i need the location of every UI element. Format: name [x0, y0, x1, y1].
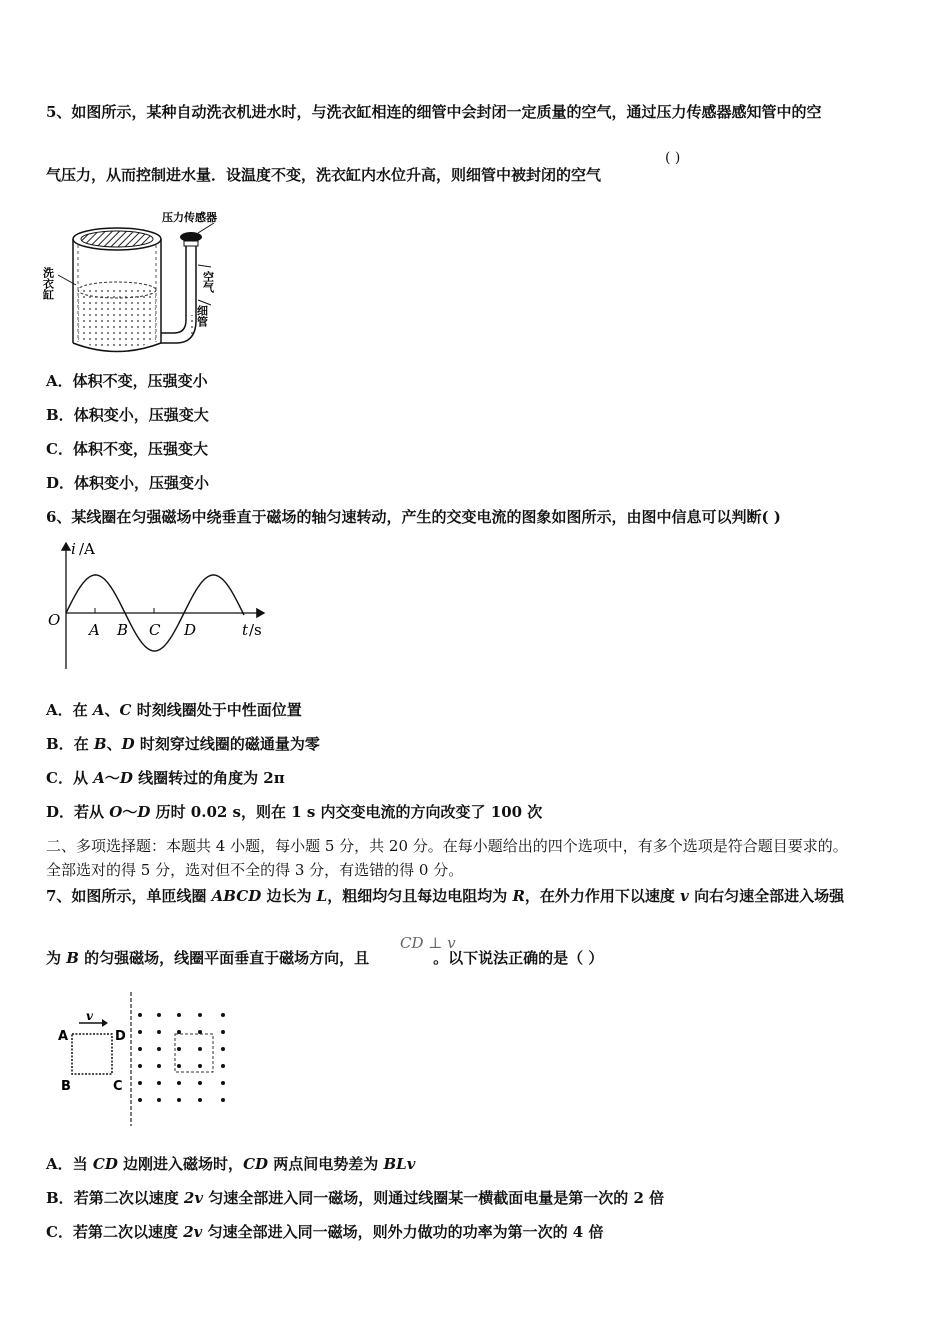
q5-stem-line2: 气压力，从而控制进水量．设温度不变，洗衣缸内水位升高，则细管中被封闭的空气 [46, 166, 602, 184]
y-axis-var: i [71, 540, 76, 558]
var: L [316, 887, 328, 905]
option-letter: D． [46, 474, 75, 492]
var: C [119, 701, 132, 719]
point-c-label: C [149, 621, 161, 639]
option-text: 当 [72, 1155, 93, 1173]
field-dot [138, 1013, 142, 1017]
option-letter: C． [46, 769, 73, 787]
var: D [121, 735, 135, 753]
stem-text: 。以下说法正确的是（ ） [433, 949, 604, 967]
option-letter: A． [46, 1155, 73, 1173]
q5-answer-paren: ( ) [665, 150, 681, 166]
tub-label: 洗衣缸 [41, 267, 55, 300]
field-dot [138, 1030, 142, 1034]
option-text: 体积不变，压强变小 [72, 372, 208, 390]
field-dot [157, 1064, 161, 1068]
field-dot [221, 1081, 225, 1085]
option-text: 历时 0.02 s，则在 1 s 内交变电流的方向改变了 100 次 [150, 803, 543, 821]
option-letter: B． [46, 406, 74, 424]
option-letter: D． [46, 803, 75, 821]
field-dot [177, 1064, 181, 1068]
var: 2v [183, 1189, 204, 1207]
option-text: 体积变小，压强变小 [74, 474, 210, 492]
q7-stem-line1 [46, 886, 844, 906]
option-text: 线圈转过的角度为 2π [132, 769, 285, 787]
q6-stem: 6、某线圈在匀强磁场中绕垂直于磁场的轴匀速转动，产生的交变电流的图象如图所示，由图中信息可以判断( ) [46, 508, 781, 526]
var: A [92, 701, 105, 719]
var: BLv [383, 1155, 416, 1173]
var: CD [92, 1155, 118, 1173]
q6-option-c [46, 768, 285, 788]
var: O [109, 803, 123, 821]
coil-abcd [72, 1034, 112, 1074]
corner-a-label: A [58, 1029, 69, 1044]
q5-option-c [46, 439, 208, 459]
option-text: 、 [104, 701, 120, 719]
magnetic-field-dots [138, 1013, 225, 1102]
var: 2v [183, 1223, 203, 1241]
option-text: 从 [72, 769, 94, 787]
field-dot [177, 1047, 181, 1051]
option-text: ～ [104, 769, 120, 787]
ac-current-graph [46, 537, 271, 677]
corner-b-label: B [61, 1079, 71, 1094]
field-dot [138, 1098, 142, 1102]
var: v [680, 887, 689, 905]
var: B [93, 735, 107, 753]
field-dot [157, 1030, 161, 1034]
option-text: 匀速全部进入同一磁场，则通过线圈某一横截面电量是第一次的 2 倍 [203, 1189, 665, 1207]
y-axis-unit: /A [79, 540, 95, 558]
field-dot [157, 1013, 161, 1017]
field-dot [198, 1081, 202, 1085]
field-dot [221, 1013, 225, 1017]
option-letter: A． [46, 701, 73, 719]
stem-text: 向右匀速全部进入场强 [688, 887, 845, 905]
section2-heading-line2: 全部选对的得 5 分，选对但不全的得 3 分，有选错的得 0 分。 [46, 861, 464, 879]
origin-label: O [48, 611, 61, 629]
q6-option-d [46, 802, 542, 822]
option-text: 匀速全部进入同一磁场，则外力做功的功率为第一次的 4 倍 [202, 1223, 604, 1241]
q7-option-a [46, 1154, 415, 1174]
option-text: 时刻穿过线圈的磁通量为零 [134, 735, 320, 753]
q5-option-b [46, 405, 209, 425]
q6-option-b [46, 734, 320, 754]
stem-text: 为 [46, 949, 67, 967]
field-dot [198, 1030, 202, 1034]
option-text: 若第二次以速度 [73, 1189, 184, 1207]
option-text: 体积不变，压强变大 [72, 440, 208, 458]
field-dot [198, 1047, 202, 1051]
field-dot [198, 1064, 202, 1068]
field-dot [221, 1030, 225, 1034]
option-letter: B． [46, 1189, 74, 1207]
point-b-label: B [117, 621, 129, 639]
sensor-label: 压力传感器 [162, 211, 217, 224]
field-dot [157, 1047, 161, 1051]
field-dot [157, 1098, 161, 1102]
option-letter: B． [46, 735, 74, 753]
q7-option-b [46, 1188, 664, 1208]
section2-heading-line1: 二、多项选择题：本题共 4 小题，每小题 5 分，共 20 分。在每小题给出的四个选项中，有多个选项是符合题目要求的。 [46, 837, 848, 855]
washing-machine-figure [41, 205, 236, 357]
q7-option-c [46, 1222, 603, 1242]
option-letter: C． [46, 1223, 73, 1241]
var: A [93, 769, 105, 787]
field-dot [221, 1064, 225, 1068]
option-text: ～ [122, 803, 138, 821]
field-dot [138, 1064, 142, 1068]
field-dot [177, 1030, 181, 1034]
coil-magnetic-field-figure [55, 990, 245, 1130]
field-dot [177, 1098, 181, 1102]
field-dot [198, 1013, 202, 1017]
var: D [137, 803, 151, 821]
stem-text: 的匀强磁场，线圈平面垂直于磁场方向，且 [78, 949, 370, 967]
q5-option-d [46, 473, 209, 493]
option-letter: C． [46, 440, 73, 458]
var: D [119, 769, 133, 787]
x-axis-var: t [242, 621, 249, 639]
var: CD [243, 1155, 269, 1173]
option-text: 体积变小，压强变大 [73, 406, 209, 424]
option-text: 两点间电势差为 [268, 1155, 384, 1173]
q7-stem-line2 [46, 948, 603, 968]
point-d-label: D [184, 621, 197, 639]
field-dot [221, 1098, 225, 1102]
field-dot [221, 1047, 225, 1051]
corner-c-label: C [113, 1079, 123, 1094]
point-a-label: A [89, 621, 100, 639]
stem-text: ，粗细均匀且每边电阻均为 [327, 887, 513, 905]
field-dot [138, 1047, 142, 1051]
field-dot [138, 1081, 142, 1085]
stem-text: 边长为 [261, 887, 317, 905]
option-text: 在 [72, 701, 93, 719]
option-text: 若第二次以速度 [72, 1223, 184, 1241]
air-label: 空气 [201, 271, 215, 293]
field-dot [198, 1098, 202, 1102]
option-text: 、 [106, 735, 122, 753]
q5-option-a [46, 371, 208, 391]
tube-label: 细管 [195, 305, 209, 327]
var: ABCD [211, 887, 262, 905]
velocity-label: v [86, 1009, 93, 1023]
field-dot [177, 1081, 181, 1085]
x-axis-unit: /s [249, 621, 262, 639]
corner-d-label: D [115, 1029, 126, 1044]
option-text: 边刚进入磁场时， [117, 1155, 244, 1173]
cd-perp-v-formula: CD ⊥ v [400, 934, 456, 952]
field-dot [177, 1013, 181, 1017]
stem-text: 7、如图所示，单匝线圈 [46, 887, 212, 905]
q5-stem-line1: 5、如图所示，某种自动洗衣机进水时，与洗衣缸相连的细管中会封闭一定质量的空气，通过压力传感器感知管中的空 [46, 103, 822, 121]
q6-option-a [46, 700, 302, 720]
option-text: 时刻线圈处于中性面位置 [131, 701, 302, 719]
var: R [512, 887, 525, 905]
field-dot [157, 1081, 161, 1085]
option-letter: A． [46, 372, 73, 390]
var: B [66, 949, 79, 967]
option-text: 若从 [74, 803, 110, 821]
stem-text: ，在外力作用下以速度 [524, 887, 681, 905]
option-text: 在 [73, 735, 94, 753]
